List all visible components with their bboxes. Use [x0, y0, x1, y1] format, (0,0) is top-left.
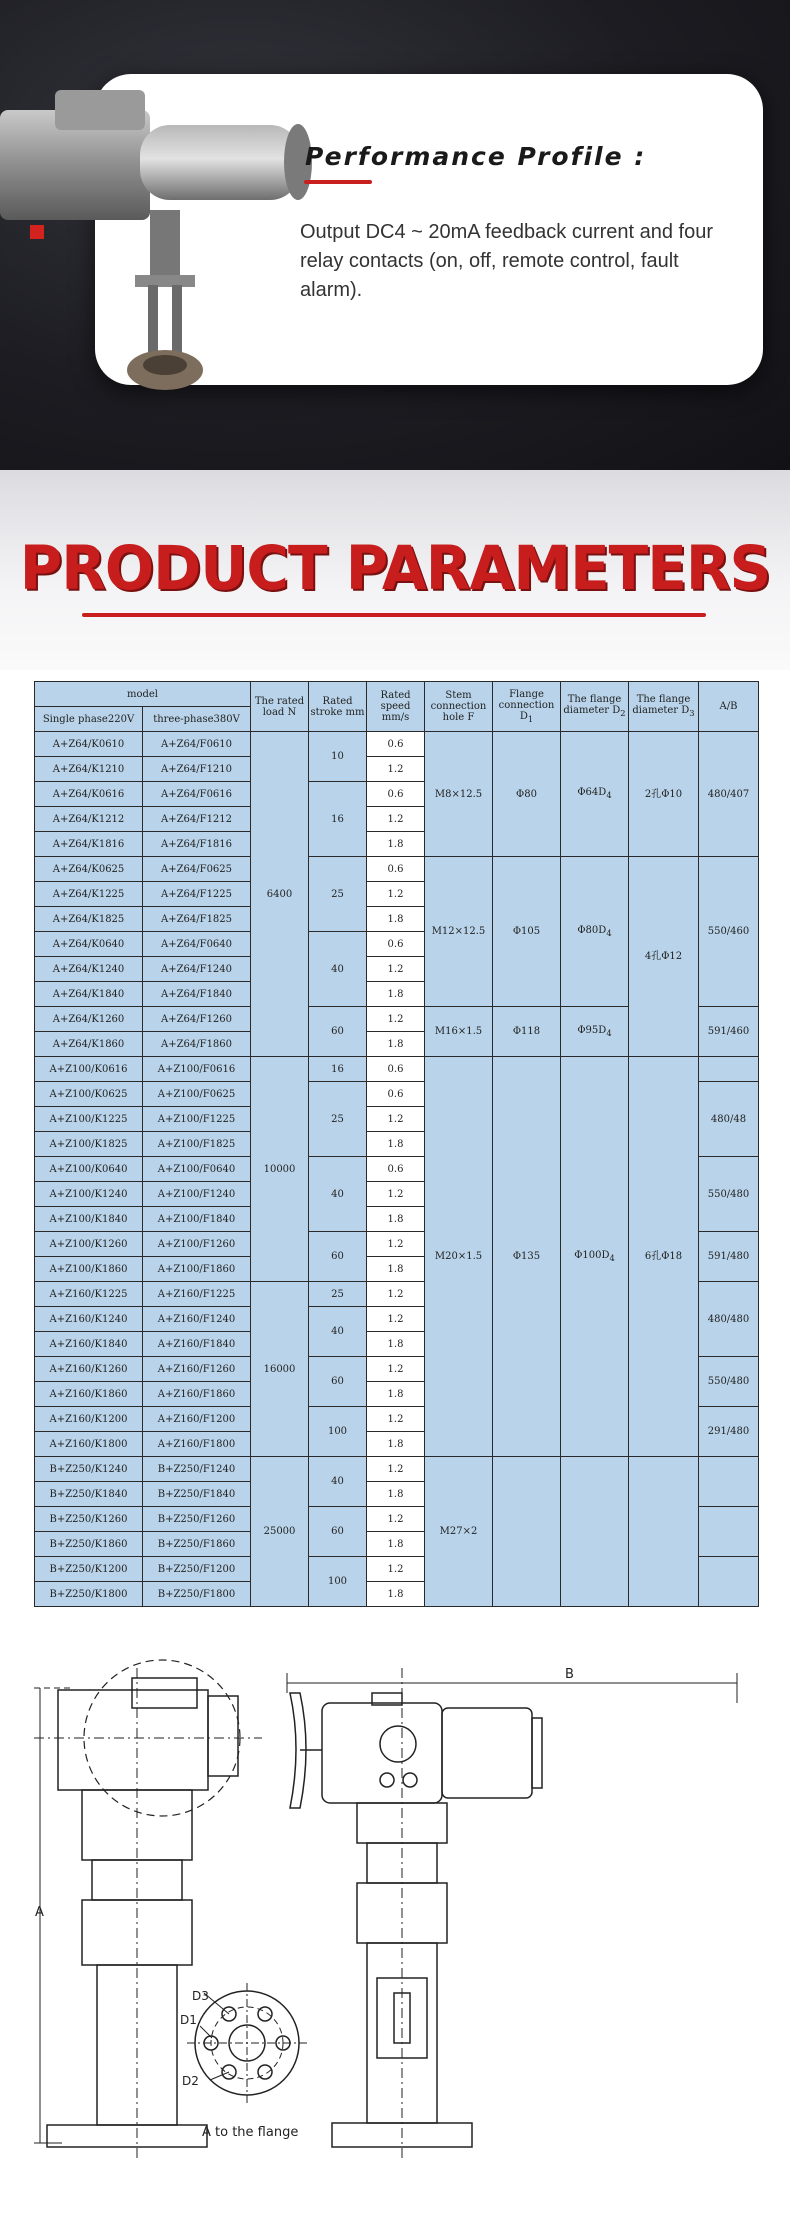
- model-three: A+Z160/F1840: [143, 1332, 251, 1357]
- speed-cell: 1.8: [367, 832, 425, 857]
- speed-cell: 0.6: [367, 732, 425, 757]
- model-single: B+Z250/K1240: [35, 1457, 143, 1482]
- flange-conn-cell: Φ80: [493, 732, 561, 857]
- model-three: A+Z160/F1200: [143, 1407, 251, 1432]
- header-load: The rated load N: [251, 682, 309, 732]
- d3-empty: [629, 1457, 699, 1607]
- model-single: A+Z100/K1860: [35, 1257, 143, 1282]
- load-cell: 16000: [251, 1282, 309, 1457]
- technical-drawing: [32, 1648, 758, 2178]
- table-row: [35, 1457, 759, 1482]
- ab-cell: 591/460: [699, 1007, 759, 1057]
- speed-cell: 1.2: [367, 1107, 425, 1132]
- model-three: B+Z250/F1840: [143, 1482, 251, 1507]
- stroke-cell: 60: [309, 1007, 367, 1057]
- label-d3: D3: [192, 1989, 209, 2003]
- ab-cell: 550/460: [699, 857, 759, 1007]
- model-three: A+Z64/F1260: [143, 1007, 251, 1032]
- model-three: A+Z64/F0625: [143, 857, 251, 882]
- d3-cell: 6孔Φ18: [629, 1057, 699, 1457]
- flange-conn-empty: [493, 1457, 561, 1607]
- stem-cell: M16×1.5: [425, 1007, 493, 1057]
- speed-cell: 0.6: [367, 857, 425, 882]
- model-three: A+Z160/F1860: [143, 1382, 251, 1407]
- model-single: A+Z160/K1800: [35, 1432, 143, 1457]
- model-single: A+Z160/K1200: [35, 1407, 143, 1432]
- model-single: A+Z100/K0640: [35, 1157, 143, 1182]
- stroke-cell: 100: [309, 1407, 367, 1457]
- model-single: A+Z64/K0610: [35, 732, 143, 757]
- speed-cell: 1.2: [367, 1557, 425, 1582]
- model-three: A+Z64/F1212: [143, 807, 251, 832]
- speed-cell: 1.2: [367, 1407, 425, 1432]
- model-three: A+Z100/F0625: [143, 1082, 251, 1107]
- model-three: A+Z100/F1225: [143, 1107, 251, 1132]
- model-single: A+Z160/K1240: [35, 1307, 143, 1332]
- label-a: A: [35, 1905, 44, 1920]
- header-stem: Stem connection hole F: [425, 682, 493, 732]
- model-single: A+Z64/K0640: [35, 932, 143, 957]
- speed-cell: 1.2: [367, 757, 425, 782]
- speed-cell: 1.2: [367, 1232, 425, 1257]
- stem-cell: M27×2: [425, 1457, 493, 1607]
- model-three: A+Z100/F1840: [143, 1207, 251, 1232]
- speed-cell: 1.2: [367, 1457, 425, 1482]
- speed-cell: 0.6: [367, 1057, 425, 1082]
- model-single: A+Z64/K0616: [35, 782, 143, 807]
- model-three: A+Z64/F1816: [143, 832, 251, 857]
- stroke-cell: 60: [309, 1357, 367, 1407]
- speed-cell: 1.2: [367, 957, 425, 982]
- model-three: B+Z250/F1860: [143, 1532, 251, 1557]
- performance-title: Performance Profile :: [305, 142, 647, 171]
- model-three: B+Z250/F1240: [143, 1457, 251, 1482]
- ab-cell: 550/480: [699, 1157, 759, 1232]
- speed-cell: 1.2: [367, 1357, 425, 1382]
- speed-cell: 1.8: [367, 982, 425, 1007]
- stroke-cell: 16: [309, 782, 367, 857]
- parameters-table: [34, 681, 759, 1607]
- model-single: A+Z64/K1212: [35, 807, 143, 832]
- speed-cell: 1.8: [367, 1207, 425, 1232]
- speed-cell: 1.8: [367, 1132, 425, 1157]
- model-single: A+Z100/K1225: [35, 1107, 143, 1132]
- ab-cell-empty: [699, 1057, 759, 1082]
- stem-cell: M12×12.5: [425, 857, 493, 1007]
- parameters-title: PRODUCT PARAMETERS: [19, 532, 771, 604]
- stroke-cell: 100: [309, 1557, 367, 1607]
- title-underline: [304, 180, 372, 184]
- speed-cell: 1.2: [367, 1007, 425, 1032]
- table-row: [35, 732, 759, 757]
- model-single: A+Z160/K1860: [35, 1382, 143, 1407]
- model-single: A+Z64/K1860: [35, 1032, 143, 1057]
- stroke-cell: 40: [309, 932, 367, 1007]
- ab-cell: 480/480: [699, 1282, 759, 1357]
- flange-diam-cell: $\Phi 100D_4$: [561, 1057, 629, 1457]
- ab-empty: [699, 1557, 759, 1607]
- model-three: A+Z100/F1260: [143, 1232, 251, 1257]
- d3-cell: 4孔Φ12: [629, 857, 699, 1057]
- model-single: A+Z160/K1840: [35, 1332, 143, 1357]
- stroke-cell: 60: [309, 1507, 367, 1557]
- model-three: A+Z64/F1210: [143, 757, 251, 782]
- flange-diam-cell: $\Phi 64D_4$: [561, 732, 629, 857]
- stroke-cell: 16: [309, 1057, 367, 1082]
- header-three-phase: three-phase380V: [143, 707, 251, 732]
- stroke-cell: 10: [309, 732, 367, 782]
- model-three: A+Z100/F0616: [143, 1057, 251, 1082]
- model-three: A+Z100/F0640: [143, 1157, 251, 1182]
- header-ab: A/B: [699, 682, 759, 732]
- d3-cell: 2孔Φ10: [629, 732, 699, 857]
- header-model: model: [35, 682, 251, 707]
- stroke-cell: 25: [309, 1282, 367, 1307]
- header-speed: Rated speed mm/s: [367, 682, 425, 732]
- model-three: A+Z64/F1240: [143, 957, 251, 982]
- speed-cell: 0.6: [367, 782, 425, 807]
- model-single: A+Z100/K0625: [35, 1082, 143, 1107]
- stroke-cell: 25: [309, 857, 367, 932]
- flange-diam-empty: [561, 1457, 629, 1607]
- stroke-cell: 25: [309, 1082, 367, 1157]
- speed-cell: 1.8: [367, 1582, 425, 1607]
- ab-empty: [699, 1457, 759, 1507]
- model-single: B+Z250/K1860: [35, 1532, 143, 1557]
- table-row: [35, 857, 759, 882]
- model-single: A+Z100/K1825: [35, 1132, 143, 1157]
- parameters-underline: [82, 613, 706, 617]
- model-three: A+Z64/F1840: [143, 982, 251, 1007]
- load-cell: 10000: [251, 1057, 309, 1282]
- model-single: A+Z64/K1225: [35, 882, 143, 907]
- ab-empty: [699, 1507, 759, 1557]
- stroke-cell: 60: [309, 1232, 367, 1282]
- load-cell: 25000: [251, 1457, 309, 1607]
- ab-cell: 480/48: [699, 1082, 759, 1157]
- model-three: A+Z64/F0610: [143, 732, 251, 757]
- model-three: A+Z160/F1260: [143, 1357, 251, 1382]
- flange-diam-cell: $\Phi 80D_4$: [561, 857, 629, 1007]
- speed-cell: 0.6: [367, 1157, 425, 1182]
- model-single: A+Z100/K1240: [35, 1182, 143, 1207]
- model-single: A+Z64/K1210: [35, 757, 143, 782]
- speed-cell: 1.8: [367, 1382, 425, 1407]
- flange-conn-cell: Φ135: [493, 1057, 561, 1457]
- stem-cell: M8×12.5: [425, 732, 493, 857]
- ab-cell: 291/480: [699, 1407, 759, 1457]
- model-three: B+Z250/F1800: [143, 1582, 251, 1607]
- performance-banner: [0, 0, 790, 470]
- speed-cell: 1.8: [367, 1482, 425, 1507]
- model-single: B+Z250/K1800: [35, 1582, 143, 1607]
- stroke-cell: 40: [309, 1307, 367, 1357]
- model-single: B+Z250/K1200: [35, 1557, 143, 1582]
- stroke-cell: 40: [309, 1457, 367, 1507]
- model-three: A+Z100/F1860: [143, 1257, 251, 1282]
- model-single: A+Z100/K0616: [35, 1057, 143, 1082]
- speed-cell: 1.8: [367, 1432, 425, 1457]
- model-three: A+Z160/F1240: [143, 1307, 251, 1332]
- speed-cell: 0.6: [367, 1082, 425, 1107]
- flange-conn-cell: Φ118: [493, 1007, 561, 1057]
- speed-cell: 1.2: [367, 1182, 425, 1207]
- header-flange-d3: The flange diameter $D_3$: [629, 682, 699, 732]
- speed-cell: 1.2: [367, 1282, 425, 1307]
- header-flange-diameter: The flange diameter $D_2$: [561, 682, 629, 732]
- model-single: A+Z64/K1825: [35, 907, 143, 932]
- model-single: A+Z64/K1816: [35, 832, 143, 857]
- model-single: B+Z250/K1840: [35, 1482, 143, 1507]
- model-single: B+Z250/K1260: [35, 1507, 143, 1532]
- ab-cell: 591/480: [699, 1232, 759, 1282]
- model-single: A+Z64/K1260: [35, 1007, 143, 1032]
- model-single: A+Z100/K1260: [35, 1232, 143, 1257]
- speed-cell: 0.6: [367, 932, 425, 957]
- speed-cell: 1.2: [367, 882, 425, 907]
- model-three: A+Z100/F1240: [143, 1182, 251, 1207]
- speed-cell: 1.8: [367, 1032, 425, 1057]
- model-single: A+Z64/K1240: [35, 957, 143, 982]
- header-stroke: Rated stroke mm: [309, 682, 367, 732]
- model-three: A+Z64/F1860: [143, 1032, 251, 1057]
- model-three: A+Z64/F0640: [143, 932, 251, 957]
- model-three: A+Z100/F1825: [143, 1132, 251, 1157]
- table-row: [35, 1057, 759, 1082]
- speed-cell: 1.8: [367, 1257, 425, 1282]
- model-single: A+Z160/K1225: [35, 1282, 143, 1307]
- model-three: A+Z160/F1225: [143, 1282, 251, 1307]
- speed-cell: 1.8: [367, 1532, 425, 1557]
- header-single-phase: Single phase220V: [35, 707, 143, 732]
- flange-caption: A to the flange: [202, 2125, 299, 2140]
- model-single: A+Z64/K0625: [35, 857, 143, 882]
- label-b: B: [565, 1667, 574, 1682]
- speed-cell: 1.2: [367, 807, 425, 832]
- model-three: A+Z160/F1800: [143, 1432, 251, 1457]
- drawing-svg: [32, 1648, 758, 2178]
- actuator-photo: [0, 90, 320, 420]
- speed-cell: 1.2: [367, 1507, 425, 1532]
- speed-cell: 1.8: [367, 1332, 425, 1357]
- label-d1: D1: [180, 2013, 197, 2027]
- flange-diam-cell: $\Phi 95D_4$: [561, 1007, 629, 1057]
- speed-cell: 1.8: [367, 907, 425, 932]
- header-flange-connection: Flange connection $D_1$: [493, 682, 561, 732]
- parameters-table-wrap: [34, 681, 758, 1610]
- stroke-cell: 40: [309, 1157, 367, 1232]
- model-three: B+Z250/F1260: [143, 1507, 251, 1532]
- load-cell: 6400: [251, 732, 309, 1057]
- flange-conn-cell: Φ105: [493, 857, 561, 1007]
- speed-cell: 1.2: [367, 1307, 425, 1332]
- model-three: A+Z64/F1225: [143, 882, 251, 907]
- ab-cell: 550/480: [699, 1357, 759, 1407]
- model-single: A+Z160/K1260: [35, 1357, 143, 1382]
- model-three: A+Z64/F1825: [143, 907, 251, 932]
- model-single: A+Z100/K1840: [35, 1207, 143, 1232]
- model-three: A+Z64/F0616: [143, 782, 251, 807]
- label-d2: D2: [182, 2074, 199, 2088]
- ab-cell: 480/407: [699, 732, 759, 857]
- model-single: A+Z64/K1840: [35, 982, 143, 1007]
- model-three: B+Z250/F1200: [143, 1557, 251, 1582]
- stem-cell: M20×1.5: [425, 1057, 493, 1457]
- performance-text: Output DC4 ~ 20mA feedback current and four relay contacts (on, off, remote control, fault alarm).: [300, 221, 714, 301]
